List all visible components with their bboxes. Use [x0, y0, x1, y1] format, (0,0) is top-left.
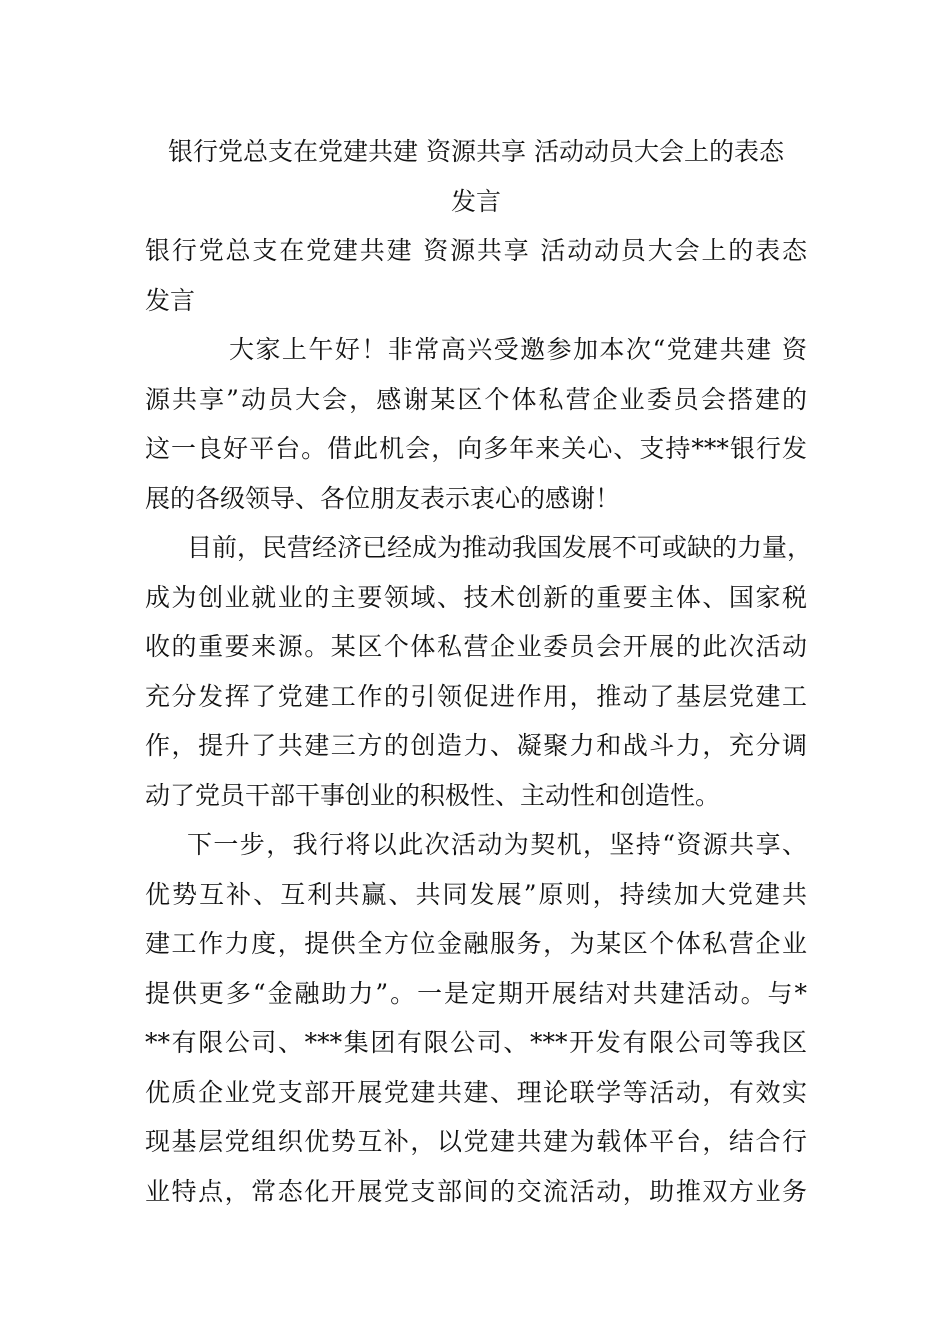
paragraph-line: 作，提升了共建三方的创造力、凝聚力和战斗力，充分调 — [145, 731, 807, 760]
paragraph-line: 展的各级领导、各位朋友表示衷心的感谢！ — [145, 483, 621, 513]
document-title-line-1: 银行党总支在党建共建 资源共享 活动动员大会上的表态 — [168, 137, 784, 166]
document-title-line-2: 发言 — [450, 186, 501, 216]
paragraph-line: 业特点，常态化开展党支部间的交流活动，助推双方业务 — [145, 1176, 807, 1206]
paragraph-private-economy — [145, 523, 813, 820]
paragraph-line: 收的重要来源。某区个体私营企业委员会开展的此次活动 — [145, 632, 807, 661]
paragraph-line: **有限公司、***集团有限公司、***开发有限公司等我区 — [145, 1028, 807, 1057]
paragraph-greeting — [145, 325, 807, 523]
paragraph-line: 这一良好平台。借此机会，向多年来关心、支持***银行发 — [145, 434, 807, 463]
heading-line-2: 发言 — [145, 285, 196, 315]
paragraph-line: 现基层党组织优势互补，以党建共建为载体平台，结合行 — [145, 1127, 807, 1156]
paragraph-line: 建工作力度，提供全方位金融服务，为某区个体私营企业 — [145, 929, 807, 958]
paragraph-line: 动了党员干部干事创业的积极性、主动性和创造性。 — [145, 780, 721, 810]
paragraph-line: 成为创业就业的主要领域、技术创新的重要主体、国家税 — [145, 582, 807, 612]
paragraph-line: 充分发挥了党建工作的引领促进作用，推动了基层党建工 — [145, 681, 807, 711]
paragraph-next-steps — [145, 820, 807, 1216]
paragraph-line: 优质企业党支部开展党建共建、理论联学等活动，有效实 — [145, 1077, 807, 1107]
heading-line-1: 银行党总支在党建共建 资源共享 活动动员大会上的表态 — [145, 236, 807, 265]
paragraph-line: 源共享”动员大会，感谢某区个体私营企业委员会搭建的 — [145, 384, 807, 414]
paragraph-line: 大家上午好！非常高兴受邀参加本次“党建共建 资 — [229, 335, 807, 364]
paragraph-line: 目前，民营经济已经成为推动我国发展不可或缺的力量， — [187, 533, 813, 562]
paragraph-line: 提供更多“金融助力”。一是定期开展结对共建活动。与* — [145, 978, 807, 1008]
paragraph-line: 优势互补、互利共赢、共同发展”原则，持续加大党建共 — [145, 879, 807, 909]
document-page — [145, 127, 813, 1216]
paragraph-line: 下一步，我行将以此次活动为契机，坚持“资源共享、 — [187, 830, 807, 859]
